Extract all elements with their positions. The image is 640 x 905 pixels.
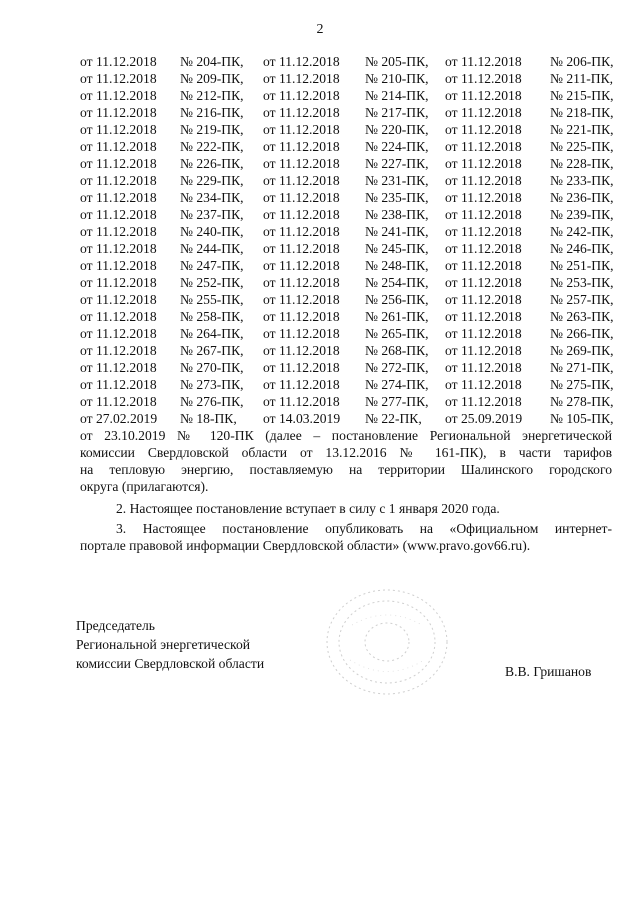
decree-number: № 210-ПК, — [365, 71, 429, 86]
decree-number: № 229-ПК, — [180, 173, 244, 188]
decree-date: от 11.12.2018 — [80, 360, 157, 375]
decree-date: от 11.12.2018 — [80, 88, 157, 103]
decree-number: № 242-ПК, — [550, 224, 614, 239]
decree-date: от 11.12.2018 — [263, 122, 340, 137]
decree-date: от 11.12.2018 — [263, 360, 340, 375]
decree-number: № 240-ПК, — [180, 224, 244, 239]
decree-number: № 278-ПК, — [550, 394, 614, 409]
decree-date: от 11.12.2018 — [80, 139, 157, 154]
decree-row — [80, 325, 614, 342]
decree-number: № 216-ПК, — [180, 105, 244, 120]
decree-row — [80, 155, 614, 172]
decree-date: от 11.12.2018 — [445, 190, 522, 205]
decree-date: от 11.12.2018 — [445, 360, 522, 375]
decree-number: № 105-ПК, — [550, 411, 614, 426]
decree-date: от 11.12.2018 — [263, 156, 340, 171]
decree-number: № 265-ПК, — [365, 326, 429, 341]
decree-date: от 11.12.2018 — [80, 394, 157, 409]
decree-date: от 11.12.2018 — [263, 207, 340, 222]
decree-date: от 11.12.2018 — [80, 190, 157, 205]
decree-date: от 11.12.2018 — [80, 173, 157, 188]
decree-number: № 206-ПК, — [550, 54, 614, 69]
decree-number: № 220-ПК, — [365, 122, 429, 137]
decree-date: от 11.12.2018 — [80, 343, 157, 358]
decree-number: № 221-ПК, — [550, 122, 614, 137]
decree-row — [80, 189, 614, 206]
decree-date: от 11.12.2018 — [263, 343, 340, 358]
decree-date: от 11.12.2018 — [263, 394, 340, 409]
decree-number: № 272-ПК, — [365, 360, 429, 375]
decree-number: № 246-ПК, — [550, 241, 614, 256]
decree-date: от 11.12.2018 — [263, 71, 340, 86]
decree-row — [80, 393, 614, 410]
decree-date: от 11.12.2018 — [263, 326, 340, 341]
decree-number: № 235-ПК, — [365, 190, 429, 205]
decree-date: от 11.12.2018 — [80, 326, 157, 341]
decree-date: от 11.12.2018 — [445, 156, 522, 171]
decree-number: № 214-ПК, — [365, 88, 429, 103]
signer-name: В.В. Гришанов — [505, 664, 592, 679]
decree-number: № 270-ПК, — [180, 360, 244, 375]
decree-number: № 245-ПК, — [365, 241, 429, 256]
decree-row — [80, 223, 614, 240]
decree-row — [80, 53, 614, 70]
decree-number: № 267-ПК, — [180, 343, 244, 358]
decree-number: № 264-ПК, — [180, 326, 244, 341]
decree-number: № 266-ПК, — [550, 326, 614, 341]
decree-row — [80, 70, 614, 87]
decree-date: от 11.12.2018 — [445, 309, 522, 324]
decree-date: от 11.12.2018 — [80, 54, 157, 69]
decree-date: от 11.12.2018 — [263, 224, 340, 239]
decree-number: № 268-ПК, — [365, 343, 429, 358]
decree-number: № 252-ПК, — [180, 275, 244, 290]
decree-number: № 251-ПК, — [550, 258, 614, 273]
decree-date: от 11.12.2018 — [80, 309, 157, 324]
decree-number: № 218-ПК, — [550, 105, 614, 120]
decree-number: № 276-ПК, — [180, 394, 244, 409]
decree-number: № 217-ПК, — [365, 105, 429, 120]
decree-date: от 11.12.2018 — [445, 139, 522, 154]
decree-date: от 14.03.2019 — [263, 411, 341, 426]
decree-date: от 25.09.2019 — [445, 411, 523, 426]
decree-date: от 11.12.2018 — [445, 207, 522, 222]
page-number: 2 — [316, 22, 324, 37]
signer-block — [76, 616, 264, 673]
decree-number: № 274-ПК, — [365, 377, 429, 392]
decree-number: № 226-ПК, — [180, 156, 244, 171]
decree-date: от 11.12.2018 — [445, 173, 522, 188]
decree-date: от 11.12.2018 — [80, 275, 157, 290]
decree-date: от 11.12.2018 — [80, 207, 157, 222]
paragraph-1-line: комиссии Свердловской области от 13.12.2016 № 161-ПК), в части тарифов — [80, 445, 612, 460]
decree-date: от 11.12.2018 — [445, 343, 522, 358]
decree-date: от 11.12.2018 — [445, 241, 522, 256]
decree-number: № 212-ПК, — [180, 88, 244, 103]
decree-date: от 11.12.2018 — [445, 275, 522, 290]
seal-stamp-icon — [322, 585, 452, 700]
decree-number: № 211-ПК, — [550, 71, 614, 86]
decree-date: от 11.12.2018 — [263, 105, 340, 120]
decree-row — [80, 376, 614, 393]
decree-date: от 11.12.2018 — [80, 156, 157, 171]
decree-date: от 11.12.2018 — [445, 224, 522, 239]
decree-row — [80, 121, 614, 138]
decree-row — [80, 257, 614, 274]
decree-row — [80, 274, 614, 291]
decree-date: от 11.12.2018 — [445, 292, 522, 307]
decree-date: от 11.12.2018 — [263, 190, 340, 205]
decree-row — [80, 206, 614, 223]
decree-number: № 236-ПК, — [550, 190, 614, 205]
decree-date: от 11.12.2018 — [80, 224, 157, 239]
decree-row — [80, 172, 614, 189]
decree-number: № 222-ПК, — [180, 139, 244, 154]
decree-date: от 11.12.2018 — [263, 139, 340, 154]
decree-number: № 258-ПК, — [180, 309, 244, 324]
decree-number: № 253-ПК, — [550, 275, 614, 290]
decree-date: от 11.12.2018 — [80, 241, 157, 256]
decree-number: № 247-ПК, — [180, 258, 244, 273]
decree-date: от 11.12.2018 — [80, 377, 157, 392]
decree-number: № 209-ПК, — [180, 71, 244, 86]
signer-title-line: комиссии Свердловской области — [76, 656, 265, 671]
decree-date: от 11.12.2018 — [263, 258, 340, 273]
decree-number: № 238-ПК, — [365, 207, 429, 222]
decree-number: № 248-ПК, — [365, 258, 429, 273]
decree-number: № 239-ПК, — [550, 207, 614, 222]
decree-number: № 271-ПК, — [550, 360, 614, 375]
decree-date: от 11.12.2018 — [445, 394, 522, 409]
paragraph-1-line: от 23.10.2019 № 120-ПК (далее – постановление Региональной энергетической — [80, 428, 612, 443]
paragraph-3-line: 3. Настоящее постановление опубликовать на «Официальном интернет- — [116, 521, 612, 536]
decree-date: от 11.12.2018 — [263, 292, 340, 307]
decree-date: от 27.02.2019 — [80, 411, 158, 426]
paragraph-1-line: округа (прилагаются). — [80, 479, 209, 494]
decree-date: от 11.12.2018 — [80, 105, 157, 120]
decree-date: от 11.12.2018 — [80, 258, 157, 273]
decree-row — [80, 291, 614, 308]
paragraph-3-line: портале правовой информации Свердловской области» (www.pravo.gov66.ru). — [80, 538, 531, 553]
decree-number: № 255-ПК, — [180, 292, 244, 307]
decree-number: № 277-ПК, — [365, 394, 429, 409]
decree-date: от 11.12.2018 — [445, 122, 522, 137]
paragraph-2: 2. Настоящее постановление вступает в силу с 1 января 2020 года. — [116, 501, 500, 516]
decree-row — [80, 87, 614, 104]
decree-number: № 231-ПК, — [365, 173, 429, 188]
decree-number: № 227-ПК, — [365, 156, 429, 171]
decree-date: от 11.12.2018 — [445, 326, 522, 341]
decree-number: № 263-ПК, — [550, 309, 614, 324]
signer-title-line: Региональной энергетической — [76, 637, 251, 652]
decree-number: № 241-ПК, — [365, 224, 429, 239]
decree-list — [80, 53, 614, 427]
decree-number: № 273-ПК, — [180, 377, 244, 392]
decree-number: № 204-ПК, — [180, 54, 244, 69]
decree-row — [80, 359, 614, 376]
decree-date: от 11.12.2018 — [80, 71, 157, 86]
decree-date: от 11.12.2018 — [445, 105, 522, 120]
decree-number: № 257-ПК, — [550, 292, 614, 307]
decree-date: от 11.12.2018 — [263, 88, 340, 103]
decree-date: от 11.12.2018 — [263, 377, 340, 392]
decree-row — [80, 138, 614, 155]
decree-number: № 244-ПК, — [180, 241, 244, 256]
decree-date: от 11.12.2018 — [80, 122, 157, 137]
decree-date: от 11.12.2018 — [445, 258, 522, 273]
decree-number: № 228-ПК, — [550, 156, 614, 171]
decree-date: от 11.12.2018 — [263, 54, 340, 69]
decree-row — [80, 342, 614, 359]
decree-number: № 234-ПК, — [180, 190, 244, 205]
decree-number: № 237-ПК, — [180, 207, 244, 222]
decree-date: от 11.12.2018 — [80, 292, 157, 307]
decree-row — [80, 308, 614, 325]
decree-date: от 11.12.2018 — [445, 377, 522, 392]
decree-number: № 261-ПК, — [365, 309, 429, 324]
decree-number: № 224-ПК, — [365, 139, 429, 154]
decree-date: от 11.12.2018 — [263, 241, 340, 256]
decree-date: от 11.12.2018 — [445, 88, 522, 103]
decree-number: № 254-ПК, — [365, 275, 429, 290]
signer-title-line: Председатель — [76, 618, 155, 633]
decree-number: № 256-ПК, — [365, 292, 429, 307]
decree-number: № 18-ПК, — [180, 411, 237, 426]
decree-number: № 233-ПК, — [550, 173, 614, 188]
decree-row — [80, 410, 614, 427]
decree-date: от 11.12.2018 — [263, 309, 340, 324]
decree-number: № 205-ПК, — [365, 54, 429, 69]
decree-number: № 219-ПК, — [180, 122, 244, 137]
decree-date: от 11.12.2018 — [263, 173, 340, 188]
decree-number: № 215-ПК, — [550, 88, 614, 103]
decree-date: от 11.12.2018 — [263, 275, 340, 290]
decree-number: № 275-ПК, — [550, 377, 614, 392]
decree-number: № 269-ПК, — [550, 343, 614, 358]
decree-number: № 225-ПК, — [550, 139, 614, 154]
decree-number: № 22-ПК, — [365, 411, 422, 426]
decree-date: от 11.12.2018 — [445, 54, 522, 69]
decree-row — [80, 240, 614, 257]
paragraph-1-line: на тепловую энергию, поставляемую на территории Шалинского городского — [80, 462, 612, 477]
decree-date: от 11.12.2018 — [445, 71, 522, 86]
decree-row — [80, 104, 614, 121]
